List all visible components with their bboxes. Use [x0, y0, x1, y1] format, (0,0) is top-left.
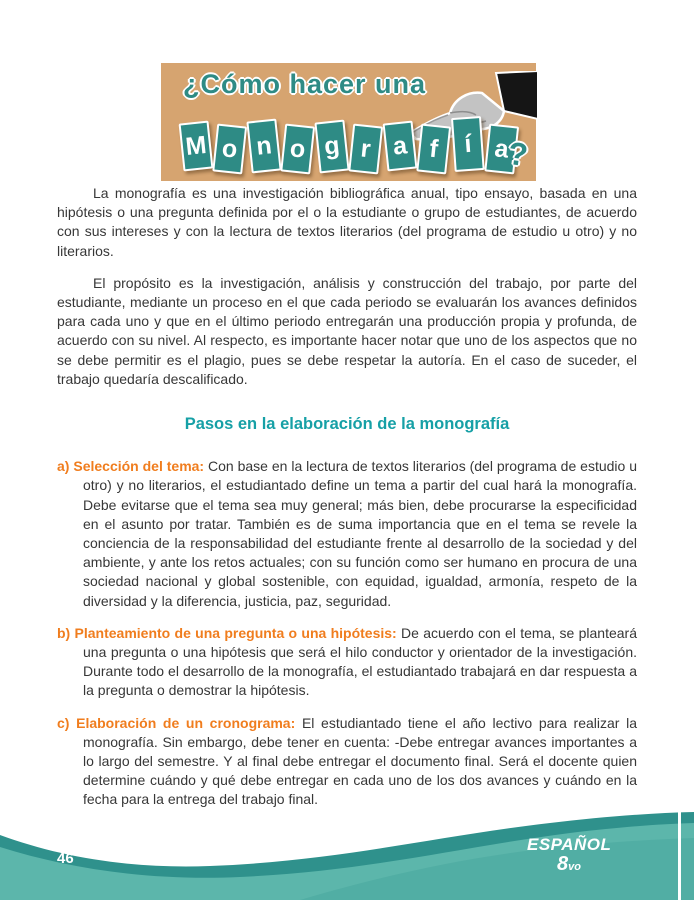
letter-tile: r [348, 124, 383, 175]
brand-logo [527, 836, 611, 875]
section-title: Pasos en la elaboración de la monografía [184, 415, 510, 434]
letter-tile: n [246, 119, 281, 174]
list-item-b [57, 624, 637, 701]
header-artwork [161, 63, 536, 181]
letter-tile: M [179, 121, 214, 172]
letter-tile: g [314, 119, 349, 173]
brand-grade-number: 8 [557, 852, 569, 875]
brand-name: ESPAÑOL [527, 835, 612, 854]
letter-tile: o [212, 124, 247, 175]
list-item-a [57, 457, 637, 611]
list-item-label: c) Elaboración de un cronograma: [57, 714, 296, 731]
page-number: 46 [57, 850, 74, 867]
letter-tile: o [280, 124, 315, 175]
intro-paragraph-2: El propósito es la investigación, análisis y construcción del trabajo, por parte del estudiante, mediante un proceso en el que cada periodo se evaluarán los avances definidos para cada uno y que en el último periodo entregarán una producción propia y profunda, de acuerdo con su nivel. Al respecto, es importante hacer notar que uno de los aspectos que no se debe permitir es el plagio, pues se debe respetar la autoría. En el caso de suceder, el trabajo quedaría descalificado. [57, 274, 637, 387]
header-subtitle: ¿Cómo hacer una [183, 69, 427, 99]
brand-grade [527, 854, 611, 875]
page-content [57, 184, 637, 823]
intro-paragraph-1: La monografía es una investigación bibliográfica anual, tipo ensayo, basada en una hipótesis o una pregunta definida por el o la estudiante o grupo de estudiantes, de acuerdo con sus intereses y con la lectura de textos literarios (del programa de estudio u otro) y no literarios. [57, 185, 637, 259]
list-item-text: De acuerdo con el tema, se planteará una pregunta o una hipótesis que será el hilo conductor y orientador de la investigación. Durante todo el desarrollo de la monografía, el estudiantado trabajará en dar respuesta a la pregunta o demostrar la hipótesis. [83, 624, 637, 699]
letter-tile: a [484, 124, 519, 175]
list-item-text: El estudiantado tiene el año lectivo para realizar la monografía. Sin embargo, debe tener en cuenta: -Debe entregar avances importantes a lo largo del semestre. Y al final debe entregar el documento final. Será el docente quien determine cuándo y qué debe entregar en cada uno de los dos avances y cuándo en la fecha para la entrega del trabajo final. [83, 714, 637, 808]
list-item-text: Con base en la lectura de textos literarios (del programa de estudio u otro) y no literarios, el estudiantado define un tema a partir del cual hará la monografía. Debe evitarse que el tema sea muy general; más bien, debe procurarse la especificidad en el asunto por tratar. También es de suma importancia que en el tema se revele la conciencia de la responsabilidad del estudiante frente al desarrollo de la sociedad y del ambiente, y ante los retos actuales; con su función como ser humano en procura de una sociedad nacional y global sostenible, con equidad, igualdad, armonía, respeto de la diversidad y la diferencia, justicia, paz, seguridad. [83, 458, 637, 609]
list-item-label: b) Planteamiento de una pregunta o una hipótesis: [57, 624, 397, 641]
monografia-letter-tiles [181, 119, 517, 173]
brand-grade-suffix: vo [568, 860, 581, 873]
letter-tile: í [451, 116, 485, 172]
letter-tile: a [383, 121, 418, 172]
list-item-c [57, 714, 637, 810]
list-item-label: a) Selección del tema: [57, 458, 205, 475]
letter-tile: f [416, 124, 451, 175]
question-mark: ? [506, 134, 531, 174]
